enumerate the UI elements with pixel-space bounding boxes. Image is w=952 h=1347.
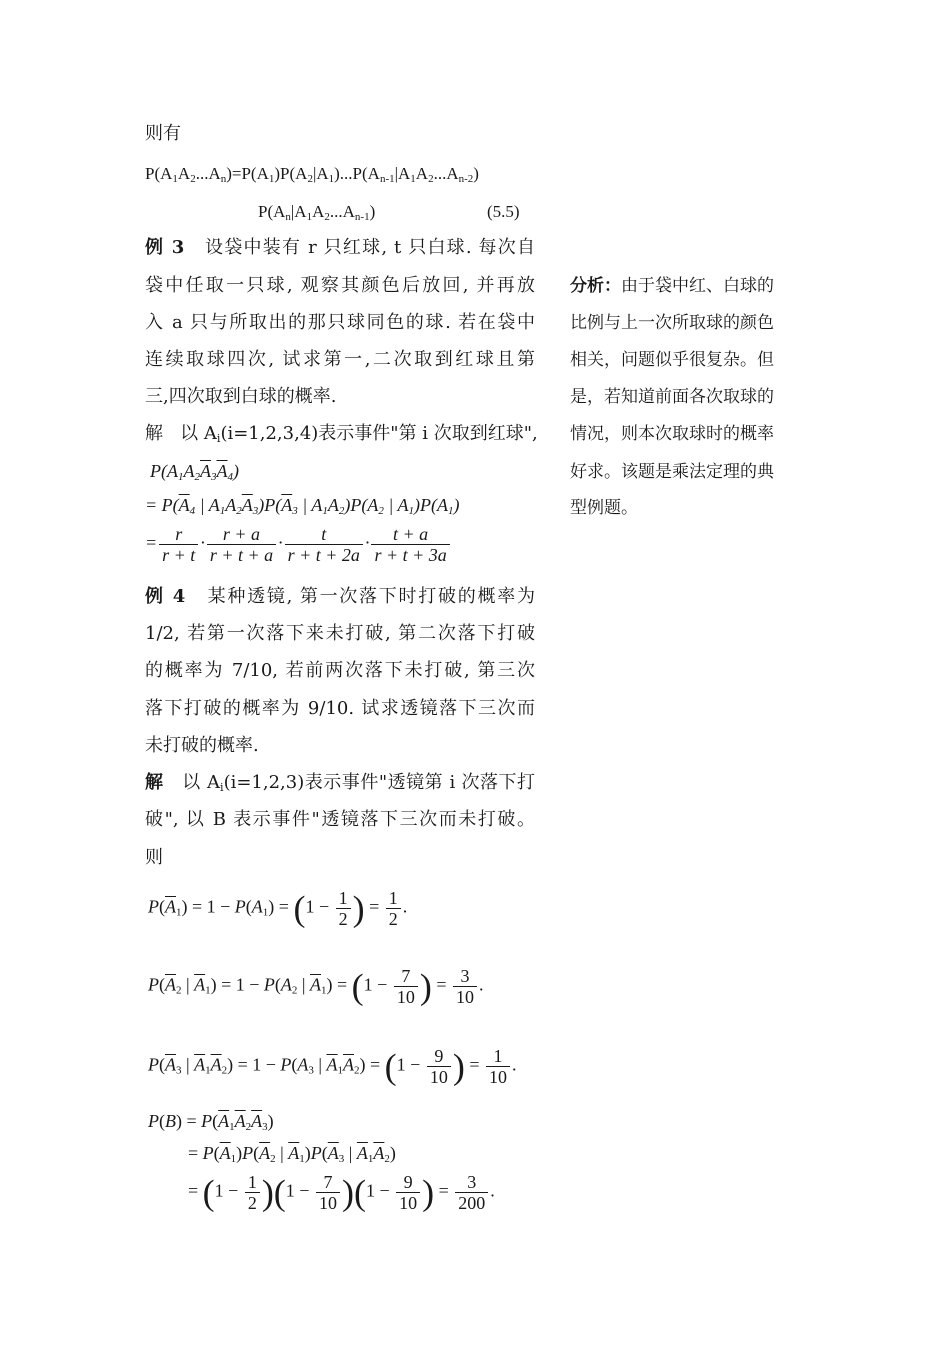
example4-line-3: 的概率为 7/10, 若前两次落下未打破, 第三次 (145, 660, 535, 681)
example3-line-3: 入 a 只与所取出的那只球同色的球. 若在袋中 (145, 312, 535, 333)
solution-label: 解 (145, 423, 163, 444)
analysis-line-7: 型例题。 (570, 498, 638, 518)
example4-line-1 (145, 587, 535, 607)
example3-solution (145, 423, 538, 445)
example3-line-1 (145, 238, 535, 258)
example3-label: 例 3 (145, 237, 185, 258)
example3-line-2: 袋中任取一只球, 观察其颜色后放回, 并再放 (145, 275, 535, 296)
formula-5-5-line1: $P(A_1A_2...A_n)=P(A_1)P(A_2|A_1)...P(A_{n-1}|A_1A_2...A_{n-2})$ (145, 164, 479, 185)
analysis-line-2: 比例与上一次所取球的颜色 (570, 313, 774, 333)
example4-eq-4: $P(B) = P(\overline{A}_1\overline{A}_2\overline{A}_3)$ (148, 1111, 274, 1133)
example3-line-4: 连续取球四次, 试求第一,二次取到红球且第 (145, 349, 535, 370)
intro-text: 则有 (145, 123, 181, 144)
analysis-line-6: 好求。该题是乘法定理的典 (570, 462, 774, 482)
example4-eq-3: $P(\overline{A}_3$ | $\overline{A}_1\overline{A}_2) = 1 - P(A_3$ | $\overline{A}_1\overline{A}_2) = (1$ − $\frac{9}{10}$ ) = $\frac{1}{10}$ . (148, 1046, 517, 1087)
analysis-line-4: 是，若知道前面各次取球的 (570, 387, 774, 407)
example4-line-2: 1/2, 若第一次落下来未打破, 第二次落下打破 (145, 623, 535, 644)
example4-solution-label: 解 (145, 772, 164, 793)
example3-text-1: 设袋中装有 r 只红球, t 只白球. 每次自 (205, 237, 536, 258)
example3-eq-1: $P(A_1A_2\overline{A}_3\overline{A}_4)$ (150, 461, 239, 483)
example4-text-1: 某种透镜, 第一次落下时打破的概率为 (207, 586, 535, 607)
example4-line-5: 未打破的概率. (145, 735, 259, 756)
example4-eq-1: $P(\overline{A}_1) = 1 - P(A_1) = (1$ − $\frac{1}{2}$ ) = $\frac{1}{2}$ . (148, 888, 408, 929)
example4-eq-5: = $P(\overline{A}_1)P(\overline{A}_2$ | $\overline{A}_1)P(\overline{A}_3$ | $\overline{A}_1\overline{A}_2$) (188, 1143, 396, 1165)
example4-line-4: 落下打破的概率为 9/10. 试求透镜落下三次而 (145, 698, 535, 719)
example4-label: 例 4 (145, 586, 186, 607)
example3-eq-3: = $\frac{r}{r + t}$ · $\frac{r + a}{r + t + a}$ · $\frac{t}{r + t + 2a}$ · $\frac{t + a}{r + t + 3a}$ (145, 524, 452, 565)
example4-eq-2: $P(\overline{A}_2$ | $\overline{A}_1) = 1 - P(A_2$ | $\overline{A}_1) = (1$ − $\frac{7}{10}$ ) = $\frac{3}{10}$ . (148, 966, 484, 1007)
analysis-line-3: 相关，问题似乎很复杂。但 (570, 350, 774, 370)
formula-5-5-line2: $P(A_n|A_1A_2...A_{n-1})$ (258, 202, 376, 223)
analysis-line-5: 情况，则本次取球时的概率 (570, 424, 774, 444)
example3-eq-2: = $P(\overline{A}_4$ | $A_1A_2\overline{A}_3)P(\overline{A}_3$ | $A_1A_2)P(A_2$ | $A_1)P(A_1)$ (145, 495, 460, 517)
example4-solution-text-1: 以 $A_i(i=1,2,3)$表示事件"透镜第 i 次落下打 (182, 772, 535, 794)
analysis-label: 分析： (570, 276, 621, 296)
analysis-text-1: 由于袋中红、白球的 (621, 276, 774, 296)
example4-solution-line-3: 则 (145, 847, 163, 868)
formula-number: (5.5) (487, 202, 520, 221)
example4-solution-line-2: 破", 以 B 表示事件"透镜落下三次而未打破。 (145, 809, 535, 830)
example4-eq-6: = (1 − $\frac{1}{2}$ )(1 − $\frac{7}{10}$ )(1 − $\frac{9}{10}$ ) = $\frac{3}{200}$ . (188, 1172, 495, 1213)
analysis-line-1 (570, 276, 805, 296)
example4-solution-line-1 (145, 773, 535, 793)
example3-line-5: 三,四次取到白球的概率. (145, 386, 337, 407)
solution-text: 以 $A_i(i=1,2,3,4)$表示事件"第 i 次取到红球", (180, 423, 538, 445)
